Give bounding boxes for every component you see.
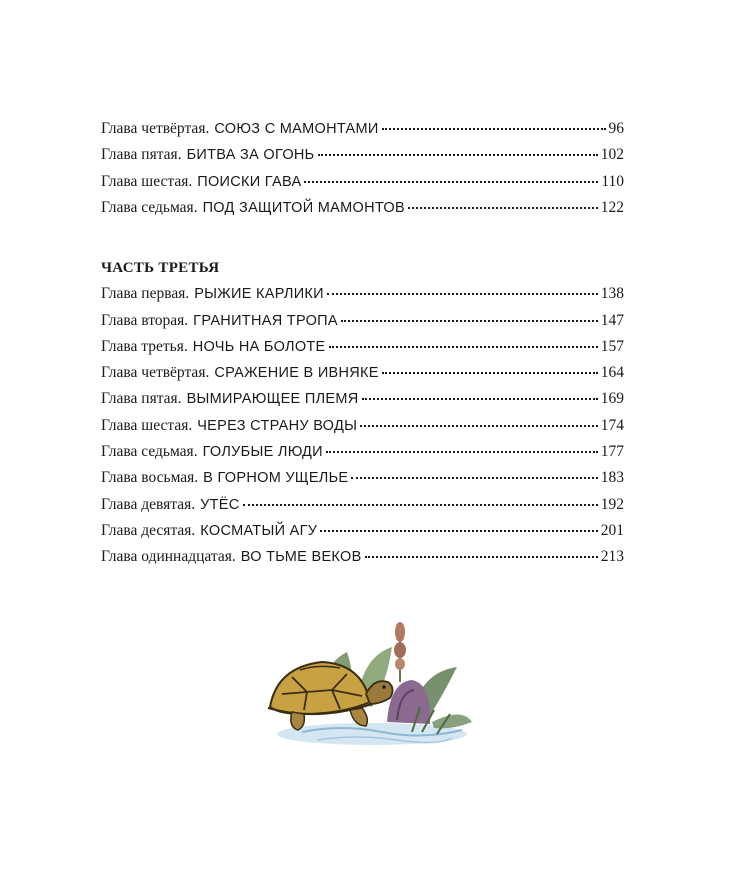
chapter-label: Глава четвёртая. [101,364,210,382]
chapter-title: ПОД ЗАЩИТОЙ МАМОНТОВ [202,199,405,216]
dot-leader [362,398,598,400]
dot-leader [382,372,598,374]
toc-entry[interactable] [101,334,624,360]
dot-leader [304,181,598,183]
turtle-illustration-icon [262,612,474,752]
chapter-title: ВЫМИРАЮЩЕЕ ПЛЕМЯ [186,391,359,408]
toc-section-part-three [101,255,624,571]
chapter-title: ВО ТЬМЕ ВЕКОВ [240,549,362,566]
dot-leader [365,556,598,558]
dot-leader [326,451,598,453]
toc-entry[interactable] [101,544,624,570]
toc-entry[interactable] [101,518,624,544]
chapter-title: РЫЖИЕ КАРЛИКИ [194,286,324,303]
dot-leader [351,477,597,479]
page-number: 157 [600,337,624,355]
toc-entry[interactable] [101,281,624,307]
page-number: 213 [600,548,624,566]
page-number: 201 [600,521,624,539]
chapter-title: ПОИСКИ ГАВА [197,173,302,190]
page-number: 183 [600,469,624,487]
toc-entry[interactable] [101,308,624,334]
chapter-title: КОСМАТЫЙ АГУ [200,522,318,539]
chapter-label: Глава одиннадцатая. [101,548,236,566]
toc-entry[interactable] [101,360,624,386]
dot-leader [382,128,606,130]
chapter-label: Глава третья. [101,337,188,355]
dot-leader [327,293,598,295]
chapter-title: УТЁС [200,496,240,513]
page-number: 192 [600,495,624,513]
toc-entry[interactable] [101,169,624,195]
dot-leader [341,320,598,322]
chapter-label: Глава пятая. [101,390,182,408]
page-number: 138 [600,285,624,303]
chapter-label: Глава первая. [101,285,190,303]
dot-leader [243,504,598,506]
chapter-title: В ГОРНОМ УЩЕЛЬЕ [203,470,349,487]
page-number: 169 [600,390,624,408]
page-number: 164 [600,364,624,382]
dot-leader [408,207,598,209]
page-number: 177 [600,443,624,461]
chapter-title: ГОЛУБЫЕ ЛЮДИ [202,444,323,461]
chapter-title: СРАЖЕНИЕ В ИВНЯКЕ [214,365,379,382]
dot-leader [329,346,598,348]
chapter-title: ГРАНИТНАЯ ТРОПА [193,312,338,329]
chapter-label: Глава шестая. [101,416,193,434]
dot-leader [318,154,598,156]
chapter-title: НОЧЬ НА БОЛОТЕ [192,338,326,355]
toc-entry[interactable] [101,465,624,491]
toc-entry[interactable] [101,439,624,465]
chapter-label: Глава четвёртая. [101,120,210,137]
toc-entry[interactable] [101,142,624,168]
chapter-label: Глава пятая. [101,146,182,164]
page-number: 102 [600,146,624,164]
toc-entry[interactable] [101,195,624,221]
part-heading: ЧАСТЬ ТРЕТЬЯ [101,260,220,276]
dot-leader [360,425,598,427]
chapter-label: Глава восьмая. [101,469,199,487]
chapter-label: Глава шестая. [101,172,193,190]
page-number: 110 [601,172,624,190]
chapter-label: Глава девятая. [101,495,196,513]
toc-entry[interactable] [101,116,624,142]
toc-entry[interactable] [101,413,624,439]
chapter-label: Глава десятая. [101,521,196,539]
page-number: 147 [600,311,624,329]
chapter-title: БИТВА ЗА ОГОНЬ [186,147,315,164]
toc-entry[interactable] [101,386,624,412]
chapter-title: ЧЕРЕЗ СТРАНУ ВОДЫ [197,417,358,434]
page-number: 174 [600,416,624,434]
chapter-label: Глава вторая. [101,311,189,329]
chapter-label: Глава седьмая. [101,198,198,216]
page-number: 96 [608,120,624,137]
dot-leader [320,530,597,532]
toc-entry[interactable] [101,492,624,518]
chapter-title: СОЮЗ С МАМОНТАМИ [214,121,379,137]
page-number: 122 [600,198,624,216]
toc-section-part-two-end [101,116,624,221]
chapter-label: Глава седьмая. [101,443,198,461]
